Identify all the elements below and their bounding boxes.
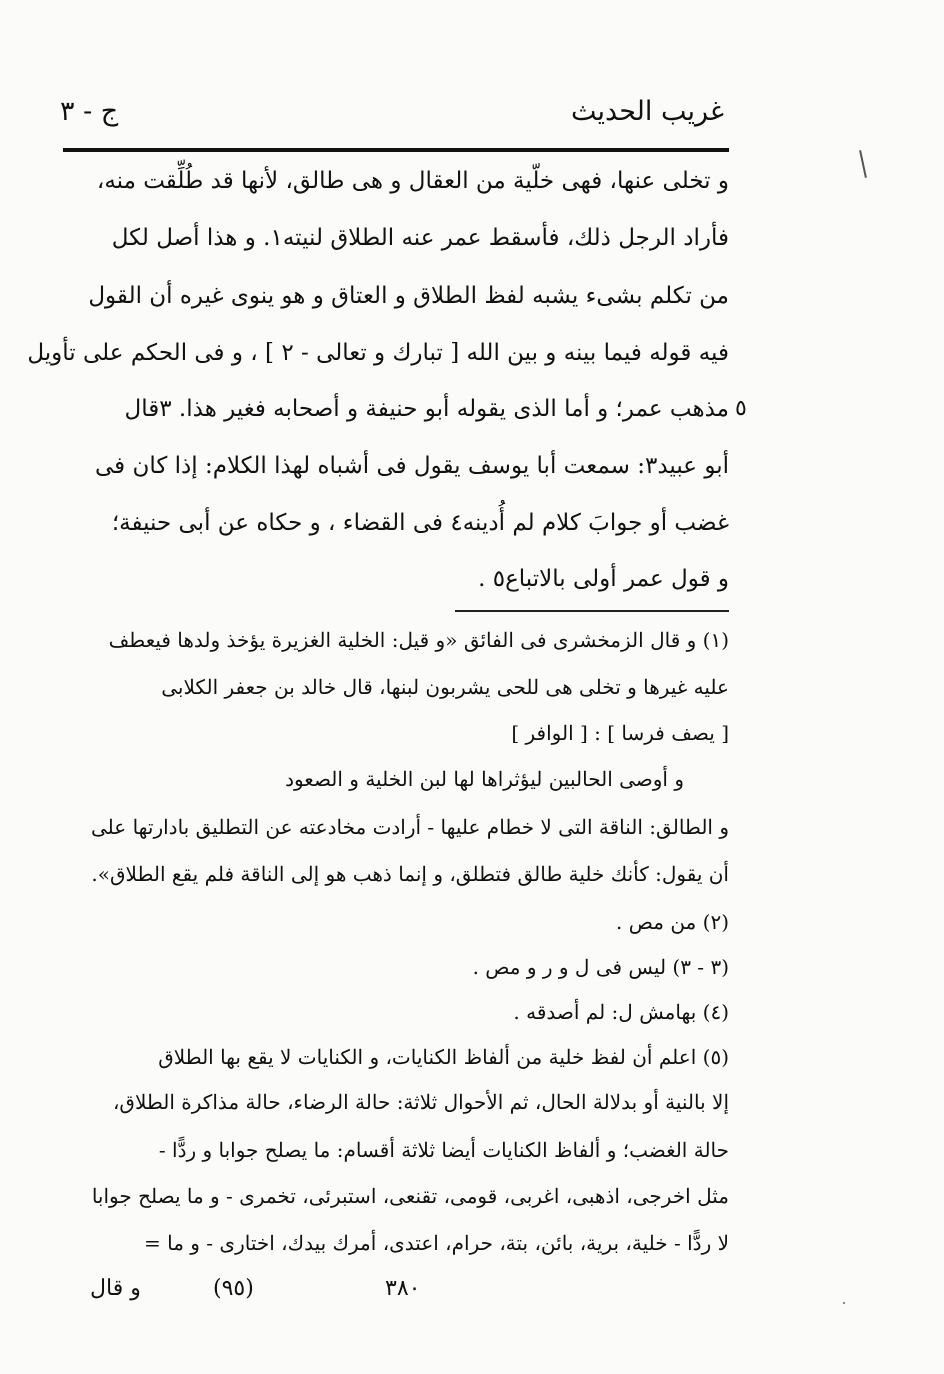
page-number: ٣٨٠ bbox=[385, 1276, 421, 1301]
footnote-line: (٥) اعلم أن لفظ خلية من ألفاظ الكنايات، و الكنايات لا يقع بها الطلاق bbox=[158, 1045, 729, 1069]
running-title: غريب الحديث bbox=[571, 96, 724, 127]
footnote-line: (٣ - ٣) ليس فى ل و ر و مص . bbox=[472, 955, 729, 979]
speck bbox=[843, 1302, 845, 1304]
footnote-rule bbox=[455, 610, 729, 612]
catchword: و قال bbox=[90, 1276, 141, 1301]
footnote-line: (٢) من مص . bbox=[616, 910, 729, 934]
line-number: ٥ bbox=[735, 396, 747, 421]
footnote-line: حالة الغضب؛ و ألفاظ الكنايات أيضا ثلاثة أقسام: ما يصلح جوابا و ردًّا - bbox=[158, 1138, 729, 1162]
body-line: فيه قوله فيما بينه و بين الله [ تبارك و تعالى - ٢ ] ، و فى الحكم على تأويل bbox=[27, 340, 729, 366]
footnote-line: (١) و قال الزمخشرى فى الفائق «و قيل: الخلية الغزيرة يؤخذ ولدها فيعطف bbox=[108, 628, 729, 652]
footnote-line: لا ردًّا - خلية، برية، بائن، بتة، حرام، اعتدى، أمرك بيدك، اختارى - و ما = bbox=[144, 1231, 729, 1255]
footnote-line: عليه غيرها و تخلى هى للحى يشربون لبنها، قال خالد بن جعفر الكلابى bbox=[161, 675, 729, 699]
volume-number: ج - ٣ bbox=[60, 96, 119, 127]
body-line: غضب أو جوابَ كلام لم أُدينه٤ فى القضاء ، و حكاه عن أبى حنيفة؛ bbox=[111, 510, 729, 536]
footnote-verse: و أوصى الحالبين ليؤثراها لها لبن الخلية و الصعود bbox=[285, 767, 684, 791]
margin-mark bbox=[859, 150, 867, 178]
body-line: من تكلم بشىء يشبه لفظ الطلاق و العتاق و هو ينوى غيره أن القول bbox=[88, 283, 729, 309]
body-line: أبو عبيد٣: سمعت أبا يوسف يقول فى أشباه لهذا الكلام: إذا كان فى bbox=[95, 453, 729, 479]
footnote-line: و الطالق: الناقة التى لا خطام عليها - أرادت مخادعته عن التطليق بادارتها على bbox=[91, 815, 729, 839]
footnote-line: إلا بالنية أو بدلالة الحال، ثم الأحوال ثلاثة: حالة الرضاء، حالة مذاكرة الطلاق، bbox=[112, 1090, 729, 1114]
footnote-line: (٤) بهامش ل: لم أصدقه . bbox=[513, 1000, 729, 1024]
body-line: فأراد الرجل ذلك، فأسقط عمر عنه الطلاق لنيته١. و هذا أصل لكل bbox=[111, 225, 729, 251]
body-line: مذهب عمر؛ و أما الذى يقوله أبو حنيفة و أصحابه فغير هذا. ٣قال bbox=[124, 396, 729, 422]
header-rule bbox=[63, 148, 729, 152]
body-line: و تخلى عنها، فهى خلّية من العقال و هى طالق، لأنها قد طُلِّقت منه، bbox=[96, 168, 729, 194]
footnote-line: مثل اخرجى، اذهبى، اغربى، قومى، تقنعى، استبرئى، تخمرى - و ما يصلح جوابا bbox=[91, 1184, 729, 1208]
footnote-line: [ يصف فرسا ] : [ الوافر ] bbox=[511, 721, 729, 745]
footnote-line: أن يقول: كأنك خلية طالق فتطلق، و إنما ذهب هو إلى الناقة فلم يقع الطلاق». bbox=[91, 862, 729, 886]
signature-number: (٩٥) bbox=[213, 1276, 254, 1301]
body-line: و قول عمر أولى بالاتباع٥ . bbox=[478, 566, 729, 592]
